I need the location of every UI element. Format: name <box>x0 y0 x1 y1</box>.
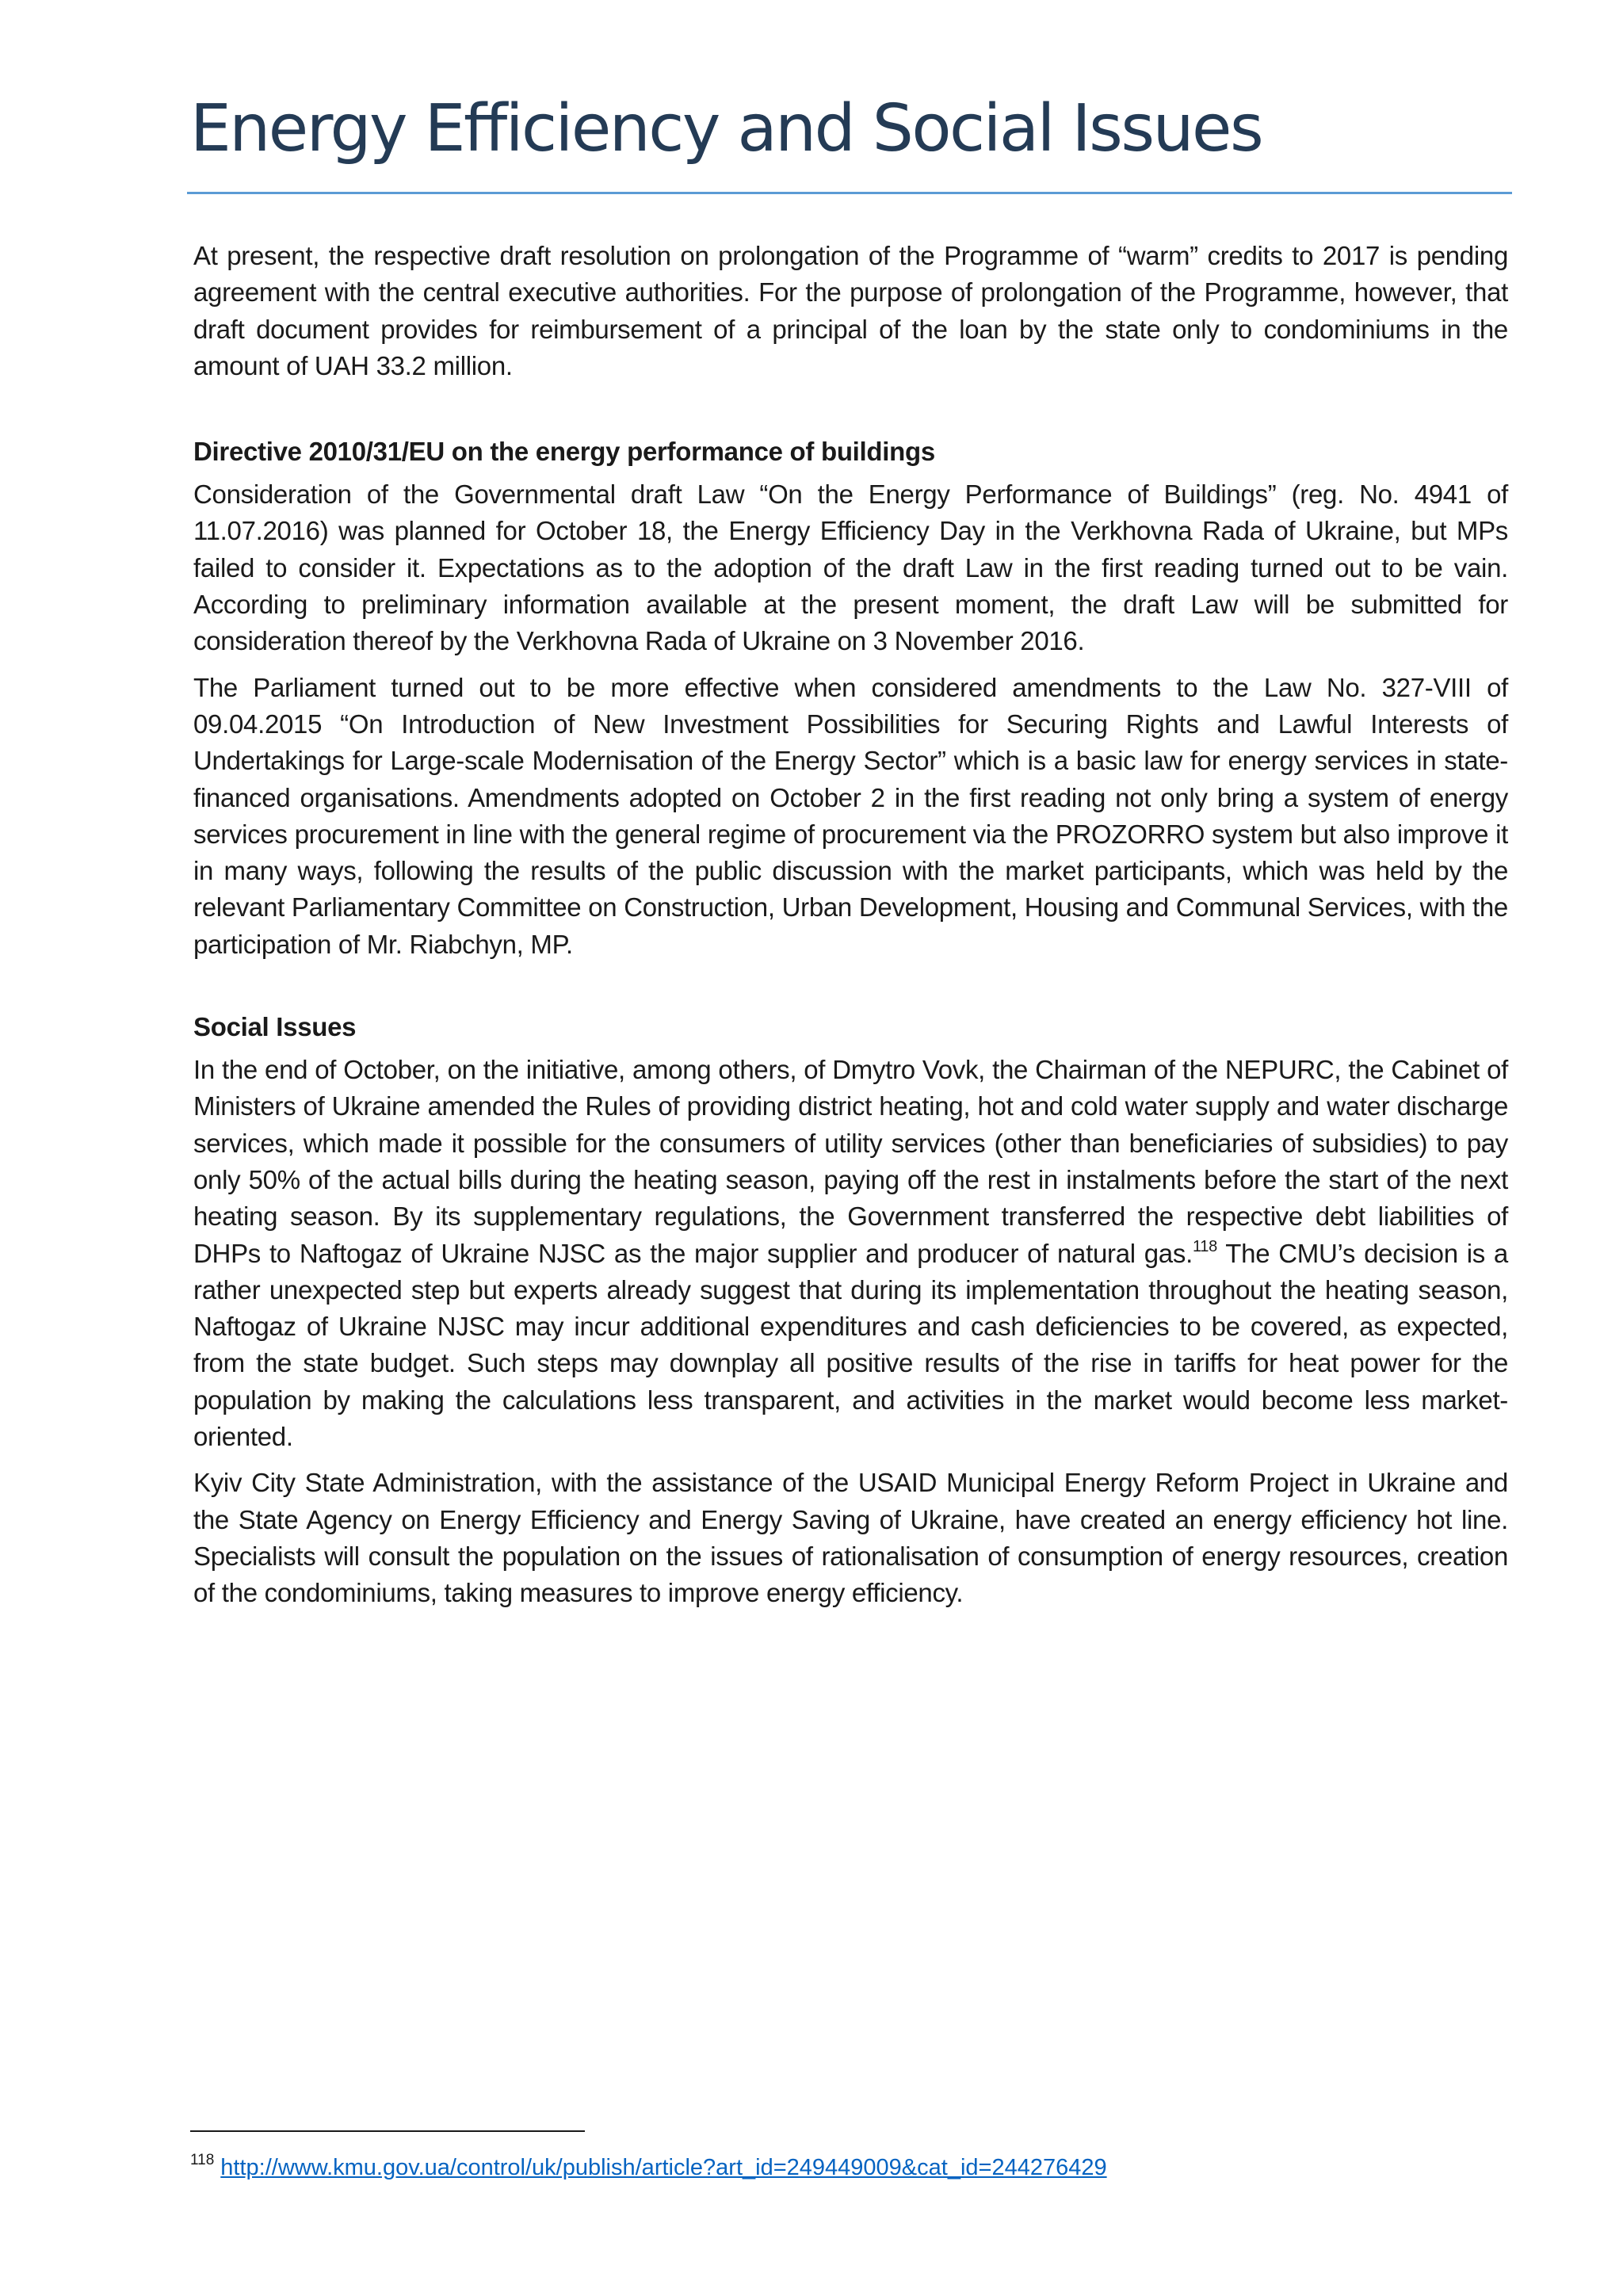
section-heading-directive: Directive 2010/31/EU on the energy performance of buildings <box>193 437 935 467</box>
section-heading-social: Social Issues <box>193 1012 357 1042</box>
footnote-link[interactable]: http://www.kmu.gov.ua/control/uk/publish/article?art_id=249449009&cat_id=244276429 <box>220 2155 1107 2180</box>
footnote-reference[interactable]: 118 <box>1192 1237 1217 1255</box>
paragraph-cmu-decision <box>193 1052 1508 1455</box>
footnote <box>190 2152 1107 2183</box>
footnote-number: 118 <box>190 2152 215 2168</box>
paragraph-parliament: The Parliament turned out to be more effective when considered amendments to the Law No. 327-VIII of 09.04.2015 “On Introduction of New Investment Possibilities for Securing Rights and Lawful Interests of Undertakings for Large-scale Modernisation of the Energy Sector” which is a basic law for energy services in state-financed organisations. Amendments adopted on October 2 in the first reading not only bring a system of energy services procurement in line with the general regime of procurement via the PROZORRO system but also improve it in many ways, following the results of the public discussion with the market participants, which was held by the relevant Parliamentary Committee on Construction, Urban Development, Housing and Communal Services, with the participation of Mr. Riabchyn, MP. <box>193 672 1508 959</box>
footnote-separator <box>190 2130 585 2132</box>
paragraph-text: The CMU’s decision is a rather unexpected step but experts already suggest that during its implementation throughout the heating season, Naftogaz of Ukraine NJSC may incur additional expenditures and cash deficiencies to be covered, as expected, from the state budget. Such steps may downplay all positive results of the rise in tariffs for heat power for the population by making the calculations less transparent, and activities in the market would become less market-oriented. <box>193 1238 1508 1452</box>
section-spacer <box>193 394 1508 434</box>
title-underline <box>187 192 1512 194</box>
body-content <box>193 238 1508 1622</box>
document-page <box>190 0 1508 2296</box>
section-spacer <box>193 972 1508 1009</box>
paragraph-draft-law: Consideration of the Governmental draft Law “On the Energy Performance of Buildings” (reg. No. 4941 of 11.07.2016) was planned for October 18, the Energy Efficiency Day in the Verkhovna Rada of Ukraine, but MPs failed to consider it. Expectations as to the adoption of the draft Law in the first reading turned out to be vain. According to preliminary information available at the present moment, the draft Law will be submitted for consideration thereof by the Verkhovna Rada of Ukraine on 3 November 2016. <box>193 479 1508 656</box>
page-title: Energy Efficiency and Social Issues <box>190 91 1262 166</box>
paragraph-warm-credits: At present, the respective draft resolution on prolongation of the Programme of “warm” credits to 2017 is pending agreement with the central executive authorities. For the purpose of prolongation of the Programme, however, that draft document provides for reimbursement of a principal of the loan by the state only to condominiums in the amount of UAH 33.2 million. <box>193 241 1508 380</box>
paragraph-text: In the end of October, on the initiative, among others, of Dmytro Vovk, the Chairman of the NEPURC, the Cabinet of Ministers of Ukraine amended the Rules of providing district heating, hot and cold water supply and water discharge services, which made it possible for the consumers of utility services (other than beneficiaries of subsidies) to pay only 50% of the actual bills during the heating season, paying off the rest in instalments before the start of the next heating season. By its supplementary regulations, the Government transferred the respective debt liabilities of DHPs to Naftogaz of Ukraine NJSC as the major supplier and producer of natural gas. <box>193 1055 1508 1268</box>
paragraph-hot-line: Kyiv City State Administration, with the assistance of the USAID Municipal Energy Reform Project in Ukraine and the State Agency on Energy Efficiency and Energy Saving of Ukraine, have created an energy efficiency hot line. Specialists will consult the population on the issues of rationalisation of consumption of energy resources, creation of the condominiums, taking measures to improve energy efficiency. <box>193 1468 1508 1608</box>
